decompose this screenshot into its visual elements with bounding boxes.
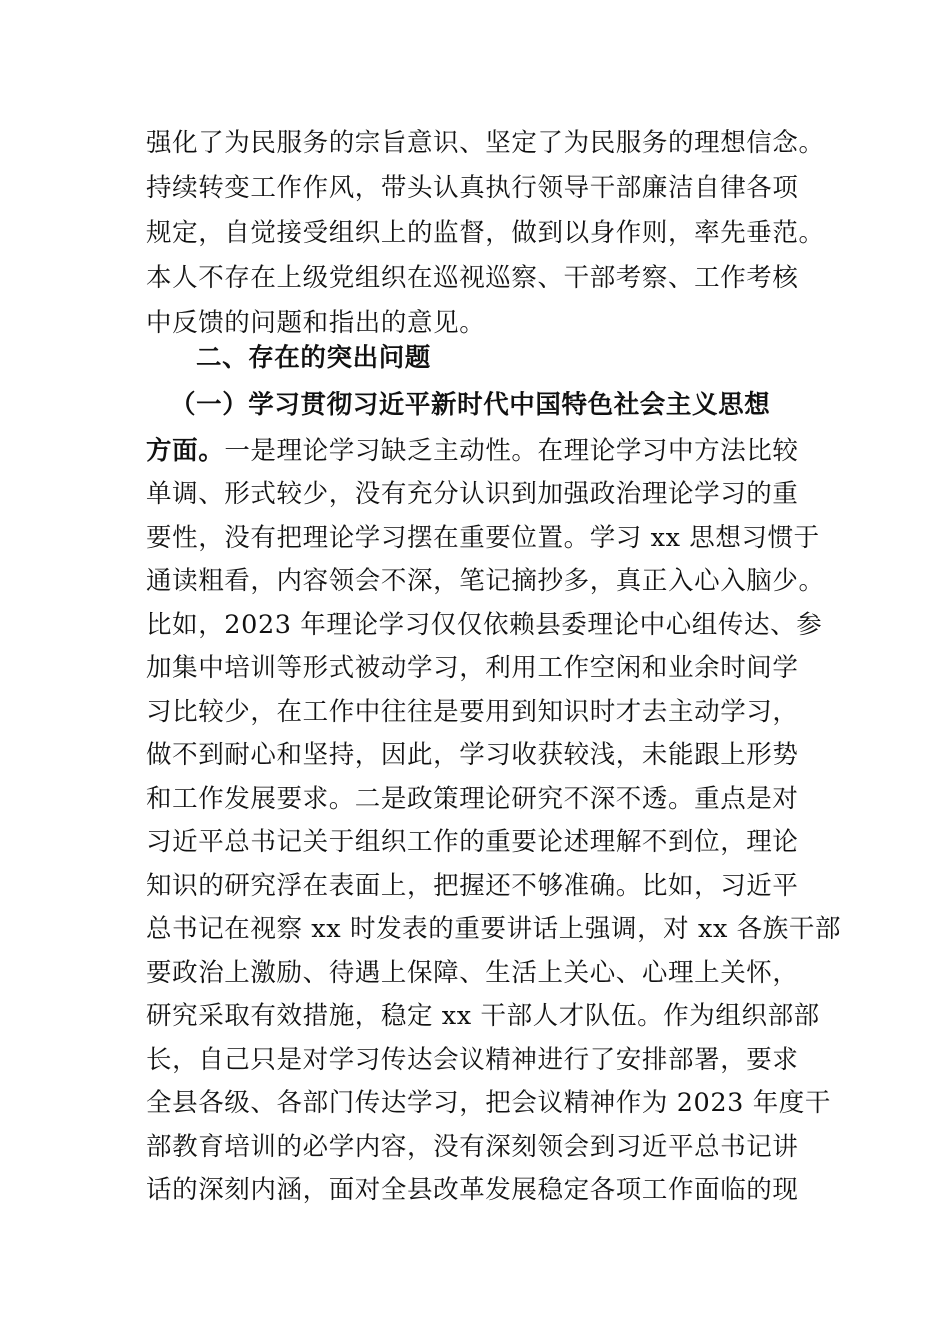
paragraph-line: 中反馈的问题和指出的意见。 bbox=[146, 308, 486, 338]
paragraph-line: 和工作发展要求。二是政策理论研究不深不透。重点是对 bbox=[146, 784, 799, 814]
paragraph-line: 单调、形式较少，没有充分认识到加强政治理论学习的重 bbox=[146, 479, 799, 509]
subsection-heading: （一）学习贯彻习近平新时代中国特色社会主义思想 bbox=[170, 390, 771, 420]
paragraph-line: 习比较少，在工作中往往是要用到知识时才去主动学习， bbox=[146, 697, 799, 727]
paragraph-line: 研究采取有效措施，稳定 xx 干部人才队伍。作为组织部部 bbox=[146, 1001, 820, 1031]
paragraph-line: 知识的研究浮在表面上，把握还不够准确。比如，习近平 bbox=[146, 871, 799, 901]
paragraph-line: 强化了为民服务的宗旨意识、坚定了为民服务的理想信念。 bbox=[146, 128, 825, 158]
subsection-heading-tail: 方面。 bbox=[146, 436, 225, 466]
paragraph-line: 通读粗看，内容领会不深，笔记摘抄多，真正入心入脑少。 bbox=[146, 566, 825, 596]
paragraph-line: 全县各级、各部门传达学习，把会议精神作为 2023 年度干 bbox=[146, 1088, 832, 1118]
paragraph-line: 比如，2023 年理论学习仅仅依赖县委理论中心组传达、参 bbox=[146, 610, 823, 640]
paragraph-text: 一是理论学习缺乏主动性。在理论学习中方法比较 bbox=[224, 436, 799, 466]
paragraph-line: 持续转变工作作风，带头认真执行领导干部廉洁自律各项 bbox=[146, 173, 799, 203]
paragraph-line: 规定，自觉接受组织上的监督，做到以身作则，率先垂范。 bbox=[146, 218, 825, 248]
paragraph-line: 长，自己只是对学习传达会议精神进行了安排部署，要求 bbox=[146, 1045, 799, 1075]
paragraph-line: 话的深刻内涵，面对全县改革发展稳定各项工作面临的现 bbox=[146, 1175, 799, 1205]
paragraph-line: 要性，没有把理论学习摆在重要位置。学习 xx 思想习惯于 bbox=[146, 523, 820, 553]
paragraph-line: 习近平总书记关于组织工作的重要论述理解不到位，理论 bbox=[146, 827, 799, 857]
paragraph-line: 本人不存在上级党组织在巡视巡察、干部考察、工作考核 bbox=[146, 263, 799, 293]
section-heading: 二、存在的突出问题 bbox=[196, 343, 431, 373]
paragraph-line: 要政治上激励、待遇上保障、生活上关心、心理上关怀， bbox=[146, 958, 799, 988]
paragraph-line bbox=[146, 431, 816, 471]
paragraph-line: 加集中培训等形式被动学习，利用工作空闲和业余时间学 bbox=[146, 653, 799, 683]
paragraph-line: 总书记在视察 xx 时发表的重要讲话上强调，对 xx 各族干部 bbox=[146, 914, 842, 944]
paragraph-line: 做不到耐心和坚持，因此，学习收获较浅，未能跟上形势 bbox=[146, 740, 799, 770]
paragraph-line: 部教育培训的必学内容，没有深刻领会到习近平总书记讲 bbox=[146, 1132, 799, 1162]
